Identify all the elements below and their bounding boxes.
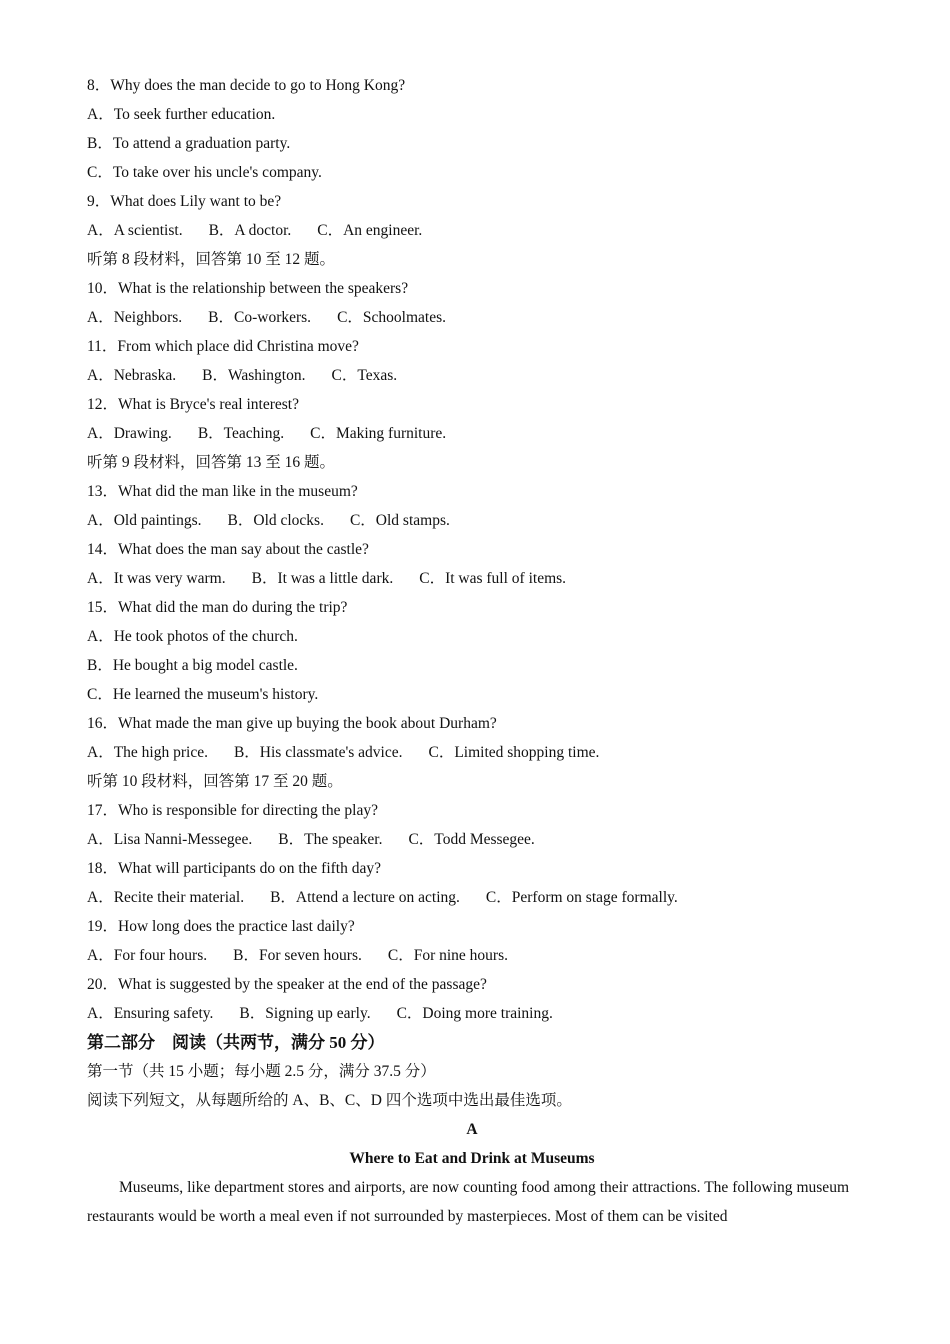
- option-16c: C．Limited shopping time.: [428, 744, 600, 761]
- option-11b: B．Washington.: [202, 367, 306, 384]
- section-one-heading: 第一节（共 15 小题；每小题 2.5 分，满分 37.5 分）: [87, 1063, 436, 1080]
- question-11: 11．From which place did Christina move?: [87, 338, 359, 355]
- option-13b: B．Old clocks.: [227, 512, 324, 529]
- options-12: [87, 419, 857, 448]
- option-12a: A．Drawing.: [87, 425, 172, 442]
- option-13c: C．Old stamps.: [349, 512, 450, 529]
- reading-instruction: 阅读下列短文，从每题所给的 A、B、C、D 四个选项中选出最佳选项。: [87, 1092, 572, 1109]
- option-16b: B．His classmate's advice.: [233, 744, 403, 761]
- question-18: 18．What will participants do on the fifth day?: [87, 860, 381, 877]
- option-20b: B．Signing up early.: [239, 1005, 371, 1022]
- question-10: 10．What is the relationship between the speakers?: [87, 280, 409, 297]
- options-20: [87, 999, 857, 1028]
- part-two-title: 第二部分 阅读（共两节，满分 50 分）: [87, 1033, 385, 1052]
- exam-page: [87, 71, 857, 1231]
- option-20c: C．Doing more training.: [396, 1005, 553, 1022]
- option-16a: A．The high price.: [87, 744, 208, 761]
- option-9a: A．A scientist.: [87, 222, 183, 239]
- option-14b: B．It was a little dark.: [251, 570, 394, 587]
- option-20a: A．Ensuring safety.: [87, 1005, 214, 1022]
- listening-note-9: 听第 9 段材料，回答第 13 至 16 题。: [87, 454, 336, 471]
- question-9: 9．What does Lily want to be?: [87, 193, 282, 210]
- question-13: 13．What did the man like in the museum?: [87, 483, 358, 500]
- option-17b: B．The speaker.: [278, 831, 383, 848]
- listening-note-10: 听第 10 段材料，回答第 17 至 20 题。: [87, 773, 343, 790]
- option-15a: A．He took photos of the church.: [87, 628, 298, 645]
- question-14: 14．What does the man say about the castle?: [87, 541, 369, 558]
- option-17a: A．Lisa Nanni-Messegee.: [87, 831, 253, 848]
- option-18b: B．Attend a lecture on acting.: [270, 889, 460, 906]
- options-11: [87, 361, 857, 390]
- passage-paragraph: Museums, like department stores and airports, are now counting food among their attractions. The following museum restaurants would be worth a meal even if not surrounded by masterpieces. Most of them can be visited: [87, 1179, 849, 1225]
- option-8b: B．To attend a graduation party.: [87, 135, 291, 152]
- option-8a: A．To seek further education.: [87, 106, 276, 123]
- option-8c: C．To take over his uncle's company.: [87, 164, 322, 181]
- passage-title: Where to Eat and Drink at Museums: [349, 1150, 595, 1167]
- question-12: 12．What is Bryce's real interest?: [87, 396, 299, 413]
- option-19b: B．For seven hours.: [233, 947, 362, 964]
- question-8: 8．Why does the man decide to go to Hong Kong?: [87, 77, 406, 94]
- option-10b: B．Co-workers.: [208, 309, 312, 326]
- option-9c: C．An engineer.: [317, 222, 423, 239]
- option-9b: B．A doctor.: [208, 222, 292, 239]
- option-18a: A．Recite their material.: [87, 889, 245, 906]
- options-18: [87, 883, 857, 912]
- question-16: 16．What made the man give up buying the book about Durham?: [87, 715, 497, 732]
- question-20: 20．What is suggested by the speaker at the end of the passage?: [87, 976, 487, 993]
- question-19: 19．How long does the practice last daily?: [87, 918, 355, 935]
- option-19c: C．For nine hours.: [387, 947, 508, 964]
- options-19: [87, 941, 857, 970]
- option-12c: C．Making furniture.: [310, 425, 447, 442]
- question-17: 17．Who is responsible for directing the play?: [87, 802, 378, 819]
- options-9: [87, 216, 857, 245]
- option-15c: C．He learned the museum's history.: [87, 686, 319, 703]
- option-10c: C．Schoolmates.: [337, 309, 446, 326]
- options-13: [87, 506, 857, 535]
- option-12b: B．Teaching.: [197, 425, 285, 442]
- option-11c: C．Texas.: [331, 367, 398, 384]
- option-10a: A．Neighbors.: [87, 309, 183, 326]
- passage-letter: A: [466, 1121, 478, 1138]
- option-14a: A．It was very warm.: [87, 570, 226, 587]
- option-13a: A．Old paintings.: [87, 512, 202, 529]
- option-15b: B．He bought a big model castle.: [87, 657, 298, 674]
- option-14c: C．It was full of items.: [419, 570, 567, 587]
- options-10: [87, 303, 857, 332]
- option-17c: C．Todd Messegee.: [408, 831, 535, 848]
- option-19a: A．For four hours.: [87, 947, 208, 964]
- listening-note-8: 听第 8 段材料，回答第 10 至 12 题。: [87, 251, 336, 268]
- options-17: [87, 825, 857, 854]
- options-16: [87, 738, 857, 767]
- options-14: [87, 564, 857, 593]
- option-18c: C．Perform on stage formally.: [485, 889, 678, 906]
- option-11a: A．Nebraska.: [87, 367, 177, 384]
- question-15: 15．What did the man do during the trip?: [87, 599, 348, 616]
